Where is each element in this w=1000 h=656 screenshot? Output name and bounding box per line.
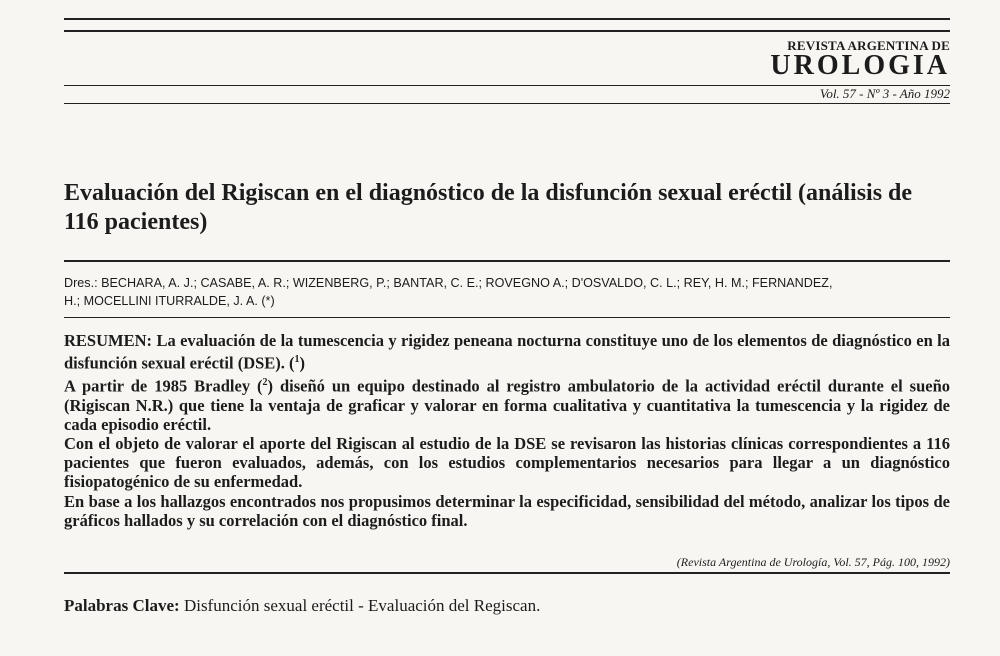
reference-2: 2 xyxy=(262,376,268,388)
journal-rule xyxy=(64,85,950,86)
abstract-text-1: La evaluación de la tumescencia y rigidez peneana nocturna constituye uno de los elementos de diagnóstico en la disfunción sexual eréctil (DSE). xyxy=(64,331,951,373)
abstract-text-2a: A partir de 1985 Bradley ( xyxy=(64,376,263,396)
abstract-rule xyxy=(64,572,950,574)
journal-name: REVISTA ARGENTINA DE xyxy=(787,38,950,53)
authors-block xyxy=(64,274,954,310)
authors-line-2: H.; MOCELLINI ITURRALDE, J. A. (*) xyxy=(64,294,275,308)
abstract-paragraph-1: RESUMEN: La evaluación de la tumescencia y rigidez peneana nocturna constituye uno de los elementos de diagnóstico en la disfunción sexual eréctil (DSE). ($^1$) xyxy=(64,331,951,373)
abstract xyxy=(64,331,950,530)
authors-rule xyxy=(64,317,950,318)
journal-issue-rule xyxy=(64,103,950,104)
abstract-paragraph-4: En base a los hallazgos encontrados nos propusimos determinar la especificidad, sensibilidad del método, analizar los tipos de gráficos hallados y su correlación con el diagnóstico final. xyxy=(64,491,950,530)
journal-title: UROLOGIA xyxy=(770,50,950,81)
abstract-text-2b: ) diseñó un equipo destinado al registro ambulatorio de la actividad eréctil durante el sueño (Rigiscan N.R.) que tiene la ventaja de graficar y valorar en forma cualitativa y cuantitativa la tumescencia y la rigidez de cada episodio eréctil. xyxy=(64,376,950,434)
reference-1: 1 xyxy=(294,354,300,366)
article-title: Evaluación del Rigiscan en el diagnóstico de la disfunción sexual eréctil (análisis de 116 pacientes) xyxy=(64,180,913,235)
citation: (Revista Argentina de Urología, Vol. 57, Pág. 100, 1992) xyxy=(676,555,950,569)
abstract-label: RESUMEN: xyxy=(64,331,153,350)
keywords xyxy=(64,596,540,616)
top-rule-thick xyxy=(64,18,950,20)
keywords-label: Palabras Clave: xyxy=(64,596,180,615)
title-rule xyxy=(64,260,950,262)
abstract-paragraph-2 xyxy=(64,373,950,434)
journal-issue: Vol. 57 - Nº 3 - Año 1992 xyxy=(819,86,950,101)
keywords-text: Disfunción sexual eréctil - Evaluación del Regiscan. xyxy=(183,596,541,615)
authors-line-1: Dres.: BECHARA, A. J.; CASABE, A. R.; WIZENBERG, P.; BANTAR, C. E.; ROVEGNO A.; D'OSVALDO, C. L.; REY, H. M.; FERNANDEZ, xyxy=(64,276,833,290)
top-rule-thin xyxy=(64,30,950,32)
abstract-paragraph-3: Con el objeto de valorar el aporte del Rigiscan al estudio de la DSE se revisaron las historias clínicas correspondientes a 116 pacientes que fueron evaluados, además, con los estudios complementarios necesarios para llegar a un diagnóstico fisiopatogénico de su enfermedad. xyxy=(64,434,950,492)
